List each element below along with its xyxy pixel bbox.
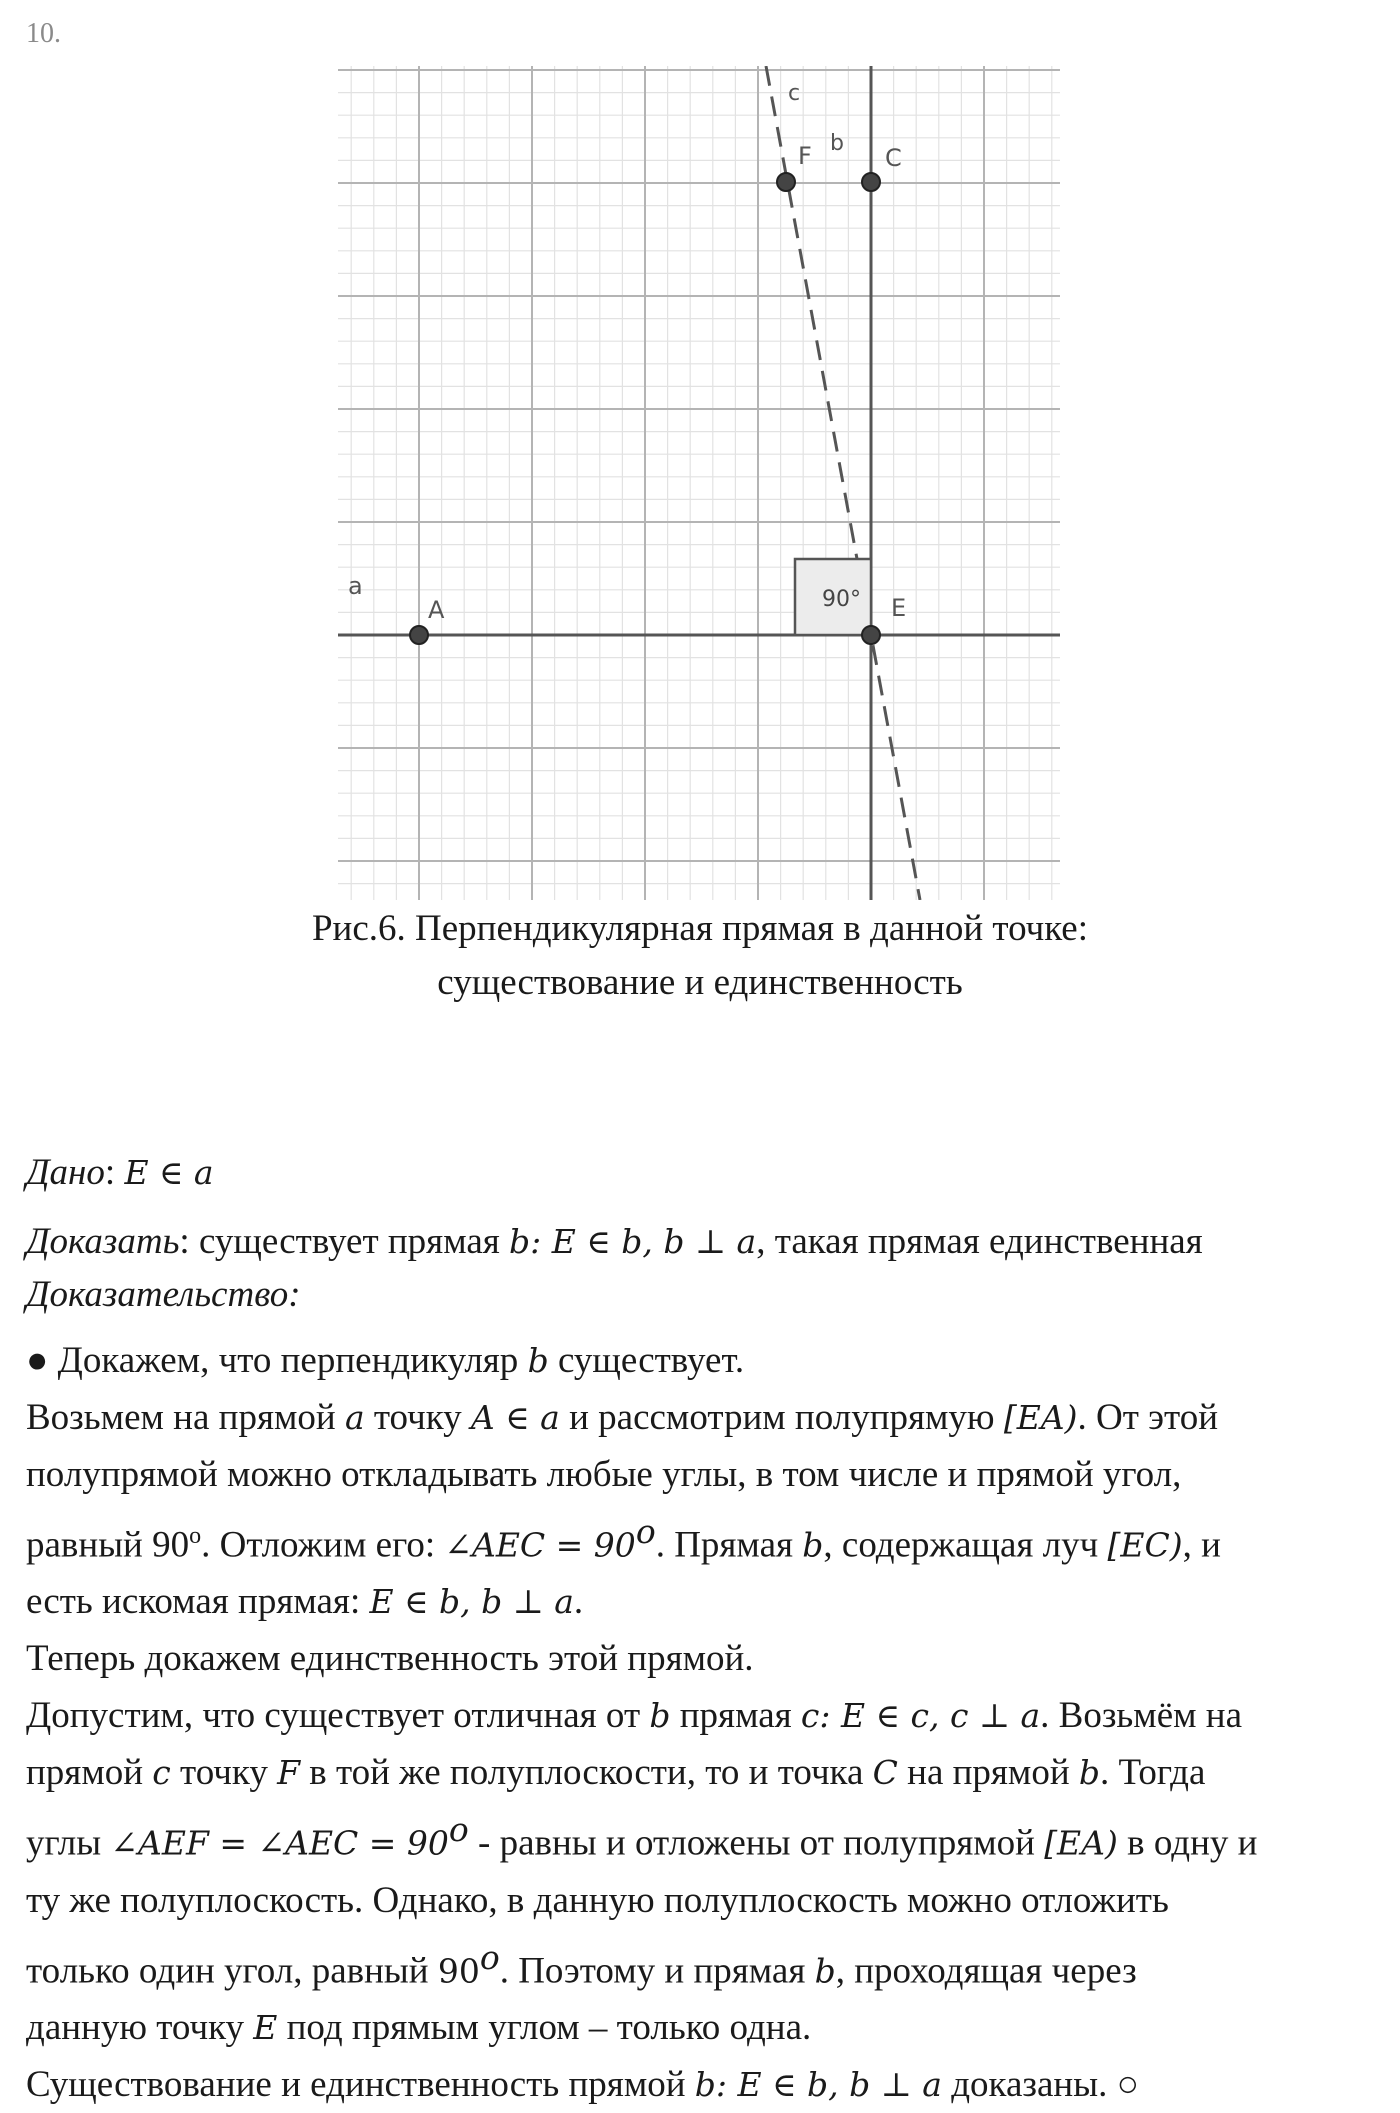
caption-line-2: существование и единственность <box>437 962 963 1003</box>
angle-label: 90° <box>822 587 861 612</box>
label-point-F: F <box>798 142 812 170</box>
proof-line-2: Возьмем на прямой a точку A ∈ a и рассмотрим полупрямую [EA). От этой <box>26 1397 1219 1438</box>
given-line: Дано: E ∈ a <box>26 1152 214 1193</box>
proof-line-7: Допустим, что существует отличная от b прямая c: E ∈ c, c ⊥ a. Возьмём на <box>26 1695 1243 1737</box>
proof-line-4: равный 90$^o$. Отложим его: ∠AEC = $90^o$. Прямая b, содержащая луч [EC), и <box>26 1512 1221 1566</box>
label-line-a: a <box>348 572 363 600</box>
prove-line: Доказать: существует прямая b: E ∈ b, b ⊥ a, такая прямая единственная <box>26 1221 1203 1262</box>
proof-line-6: Теперь докажем единственность этой прямой. <box>26 1638 754 1680</box>
proof-line-9: углы ∠AEF = ∠AEC = $90^o$ - равны и отложены от полупрямой [EA) в одну и <box>26 1810 1258 1864</box>
point-A <box>410 626 428 644</box>
label-point-E: E <box>891 594 907 622</box>
proof-line-11: только один угол, равный 90$^o$. Поэтому и прямая b, проходящая через <box>26 1937 1137 1991</box>
proof-line-5: есть искомая прямая: E ∈ b, b ⊥ a. <box>26 1581 584 1623</box>
point-F <box>777 173 795 191</box>
proof-text <box>26 1144 1386 2113</box>
proof-line-1: ● Докажем, что перпендикуляр b существует. <box>26 1340 745 1381</box>
figure-caption <box>0 902 1400 1010</box>
label-line-c: c <box>788 81 801 106</box>
proof-line-3: полупрямой можно откладывать любые углы, в том числе и прямой угол, <box>26 1454 1182 1495</box>
grid-major-lines <box>338 66 1060 900</box>
label-line-b: b <box>830 131 844 156</box>
page-number: 10. <box>26 18 61 49</box>
point-E <box>862 626 880 644</box>
proof-line-12: данную точку E под прямым углом – только одна. <box>26 2006 812 2048</box>
proof-line-8: прямой c точку F в той же полуплоскости, то и точка C на прямой b. Тогда <box>26 1752 1206 1794</box>
proof-line-13: Существование и единственность прямой b: E ∈ b, b ⊥ a доказаны. ○ <box>26 2063 1139 2105</box>
proof-line-10: ту же полуплоскость. Однако, в данную полуплоскость можно отложить <box>26 1879 1169 1921</box>
geometry-figure <box>338 66 1060 900</box>
grid-minor-lines <box>338 66 1060 900</box>
label-point-C: C <box>885 144 902 172</box>
proof-label: Доказательство: <box>26 1274 301 1315</box>
point-C <box>862 173 880 191</box>
label-point-A: A <box>428 596 445 624</box>
caption-line-1: Рис.6. Перпендикулярная прямая в данной точке: <box>311 908 1089 949</box>
